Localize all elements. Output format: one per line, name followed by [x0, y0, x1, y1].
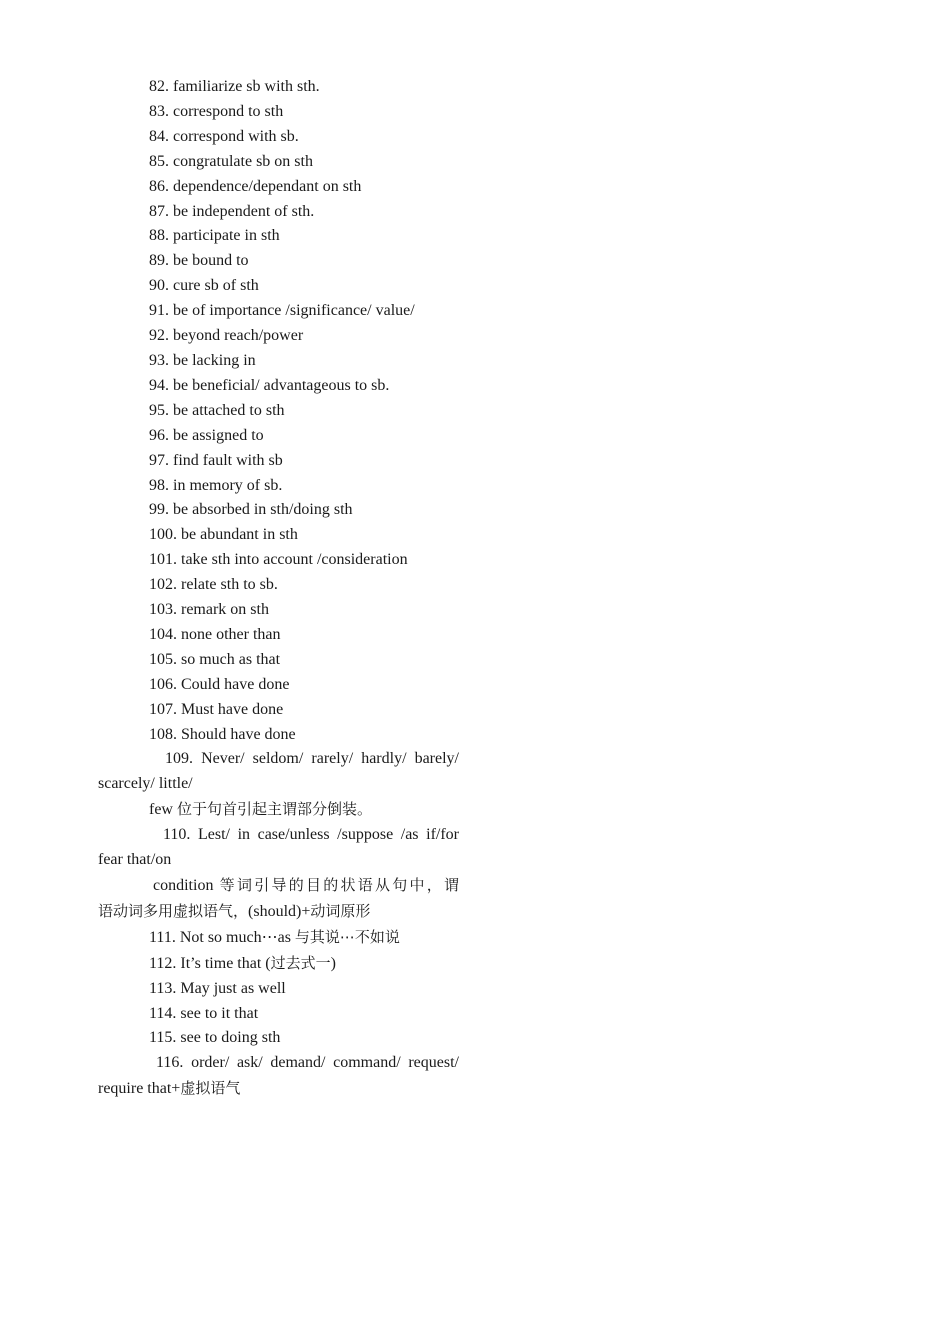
item-number: 87. [149, 202, 169, 220]
item-text: find fault with sb [173, 451, 283, 469]
item-number: 83. [149, 102, 169, 120]
item-number: 103. [149, 601, 177, 619]
item-number: 100. [149, 526, 177, 544]
item-number: 115. [149, 1029, 177, 1047]
list-item [98, 1026, 459, 1051]
item-text: none other than [181, 625, 281, 643]
list-item [98, 598, 459, 623]
item-text: correspond to sth [173, 102, 284, 120]
item-number: 86. [149, 177, 169, 195]
item-text: be absorbed in sth/doing sth [173, 501, 353, 519]
item-text: cure sb of sth [173, 277, 259, 295]
item-110-zh-a: 语动词多用虚拟语气， [98, 901, 249, 920]
item-number: 105. [149, 650, 177, 668]
list-item [98, 449, 459, 474]
item-number: 106. [149, 675, 177, 693]
list-item [98, 523, 459, 548]
item-number: 113. [149, 979, 177, 997]
item-number: 101. [149, 551, 177, 569]
item-text-zh: 与其说⋯不如说 [294, 927, 400, 946]
item-number: 84. [149, 127, 169, 145]
item-116-en: require that+ [98, 1080, 181, 1098]
item-number: 82. [149, 78, 169, 95]
list-item [98, 951, 459, 977]
item-text-end: ) [330, 954, 336, 972]
list-item [98, 1002, 459, 1027]
list-item [98, 249, 459, 274]
item-116-line-1: 116. order/ ask/ demand/ command/ request/ [156, 1054, 459, 1072]
list-item [98, 200, 459, 225]
item-number: 85. [149, 152, 169, 170]
item-text: Could have done [181, 675, 290, 693]
list-item [98, 125, 459, 150]
item-text: see to doing sth [180, 1029, 281, 1047]
item-109-zh: 位于句首引起主谓部分倒装。 [176, 800, 372, 819]
list-item-110 [98, 823, 459, 925]
item-number: 107. [149, 700, 177, 718]
item-number: 93. [149, 351, 169, 369]
list-item [98, 399, 459, 424]
item-text: be lacking in [173, 351, 256, 369]
item-text: be assigned to [173, 426, 264, 444]
item-text: May just as well [180, 979, 286, 997]
document-page [98, 75, 459, 1102]
item-number: 89. [149, 252, 169, 270]
item-text: be abundant in sth [181, 526, 298, 544]
item-text: remark on sth [181, 601, 269, 619]
item-number: 90. [149, 277, 169, 295]
list-item [98, 75, 459, 100]
item-110-line-3 [98, 873, 459, 899]
list-item-116 [98, 1051, 459, 1102]
item-text: It’s time that ( [180, 954, 271, 972]
list-item [98, 648, 459, 673]
item-text: be independent of sth. [173, 202, 315, 220]
item-number: 114. [149, 1004, 177, 1022]
item-text: so much as that [181, 650, 281, 668]
item-number: 96. [149, 426, 169, 444]
item-text: dependence/dependant on sth [173, 177, 362, 195]
list-item [98, 573, 459, 598]
item-text: relate sth to sb. [181, 576, 278, 594]
item-number: 97. [149, 451, 169, 469]
list-item [98, 723, 459, 748]
item-109-en: few [149, 801, 173, 819]
list-item [98, 424, 459, 449]
item-number: 98. [149, 476, 169, 494]
item-number: 94. [149, 376, 169, 394]
item-text: Should have done [181, 725, 296, 743]
list-item [98, 925, 459, 951]
item-number: 108. [149, 725, 177, 743]
item-number: 95. [149, 401, 169, 419]
list-item [98, 324, 459, 349]
item-text: be attached to sth [173, 401, 285, 419]
item-110-line-1: 110. Lest/ in case/unless /suppose /as if/for [163, 826, 459, 844]
list-item [98, 100, 459, 125]
item-text: beyond reach/power [173, 327, 304, 345]
item-text: Not so much⋯as [179, 928, 291, 946]
item-text: congratulate sb on sth [173, 152, 313, 170]
item-109-line-1: 109. Never/ seldom/ rarely/ hardly/ barely/ [165, 750, 459, 768]
item-text: participate in sth [173, 227, 280, 245]
item-number: 102. [149, 576, 177, 594]
list-item [98, 274, 459, 299]
item-109-line-3 [98, 797, 459, 823]
list-item-109 [98, 747, 459, 823]
item-110-zh-b: 动词原形 [310, 901, 371, 920]
item-number: 88. [149, 227, 169, 245]
item-number: 112. [149, 954, 177, 972]
item-text: be bound to [173, 252, 249, 270]
list-item [98, 299, 459, 324]
list-item [98, 977, 459, 1002]
item-number: 104. [149, 625, 177, 643]
item-116-line-2 [98, 1076, 459, 1102]
item-number: 99. [149, 501, 169, 519]
item-110-zh: 等词引导的目的状语从句中，谓 [219, 876, 459, 894]
item-text: see to it that [180, 1004, 259, 1022]
item-text-zh: 过去式一 [270, 953, 331, 972]
list-item [98, 698, 459, 723]
list-item [98, 673, 459, 698]
list-item [98, 224, 459, 249]
item-110-line-4 [98, 899, 459, 925]
item-116-zh: 虚拟语气 [180, 1079, 241, 1098]
item-text: take sth into account /consideration [181, 551, 408, 569]
list-item [98, 349, 459, 374]
item-text: be beneficial/ advantageous to sb. [173, 376, 390, 394]
item-number: 92. [149, 327, 169, 345]
list-item [98, 474, 459, 499]
item-number: 111. [149, 928, 176, 946]
item-110-en: condition [153, 877, 214, 894]
item-110-line-2: fear that/on [98, 851, 172, 869]
item-text: correspond with sb. [173, 127, 299, 145]
list-item [98, 498, 459, 523]
item-text: Must have done [181, 700, 284, 718]
item-110-en-b: (should)+ [248, 902, 311, 920]
item-text: in memory of sb. [173, 476, 283, 494]
list-item [98, 548, 459, 573]
list-item [98, 623, 459, 648]
list-item [98, 175, 459, 200]
list-item [98, 374, 459, 399]
item-text: be of importance /significance/ value/ [173, 302, 415, 320]
item-text: familiarize sb with sth. [173, 78, 320, 95]
item-109-line-2: scarcely/ little/ [98, 775, 193, 793]
item-number: 91. [149, 302, 169, 320]
list-item [98, 150, 459, 175]
